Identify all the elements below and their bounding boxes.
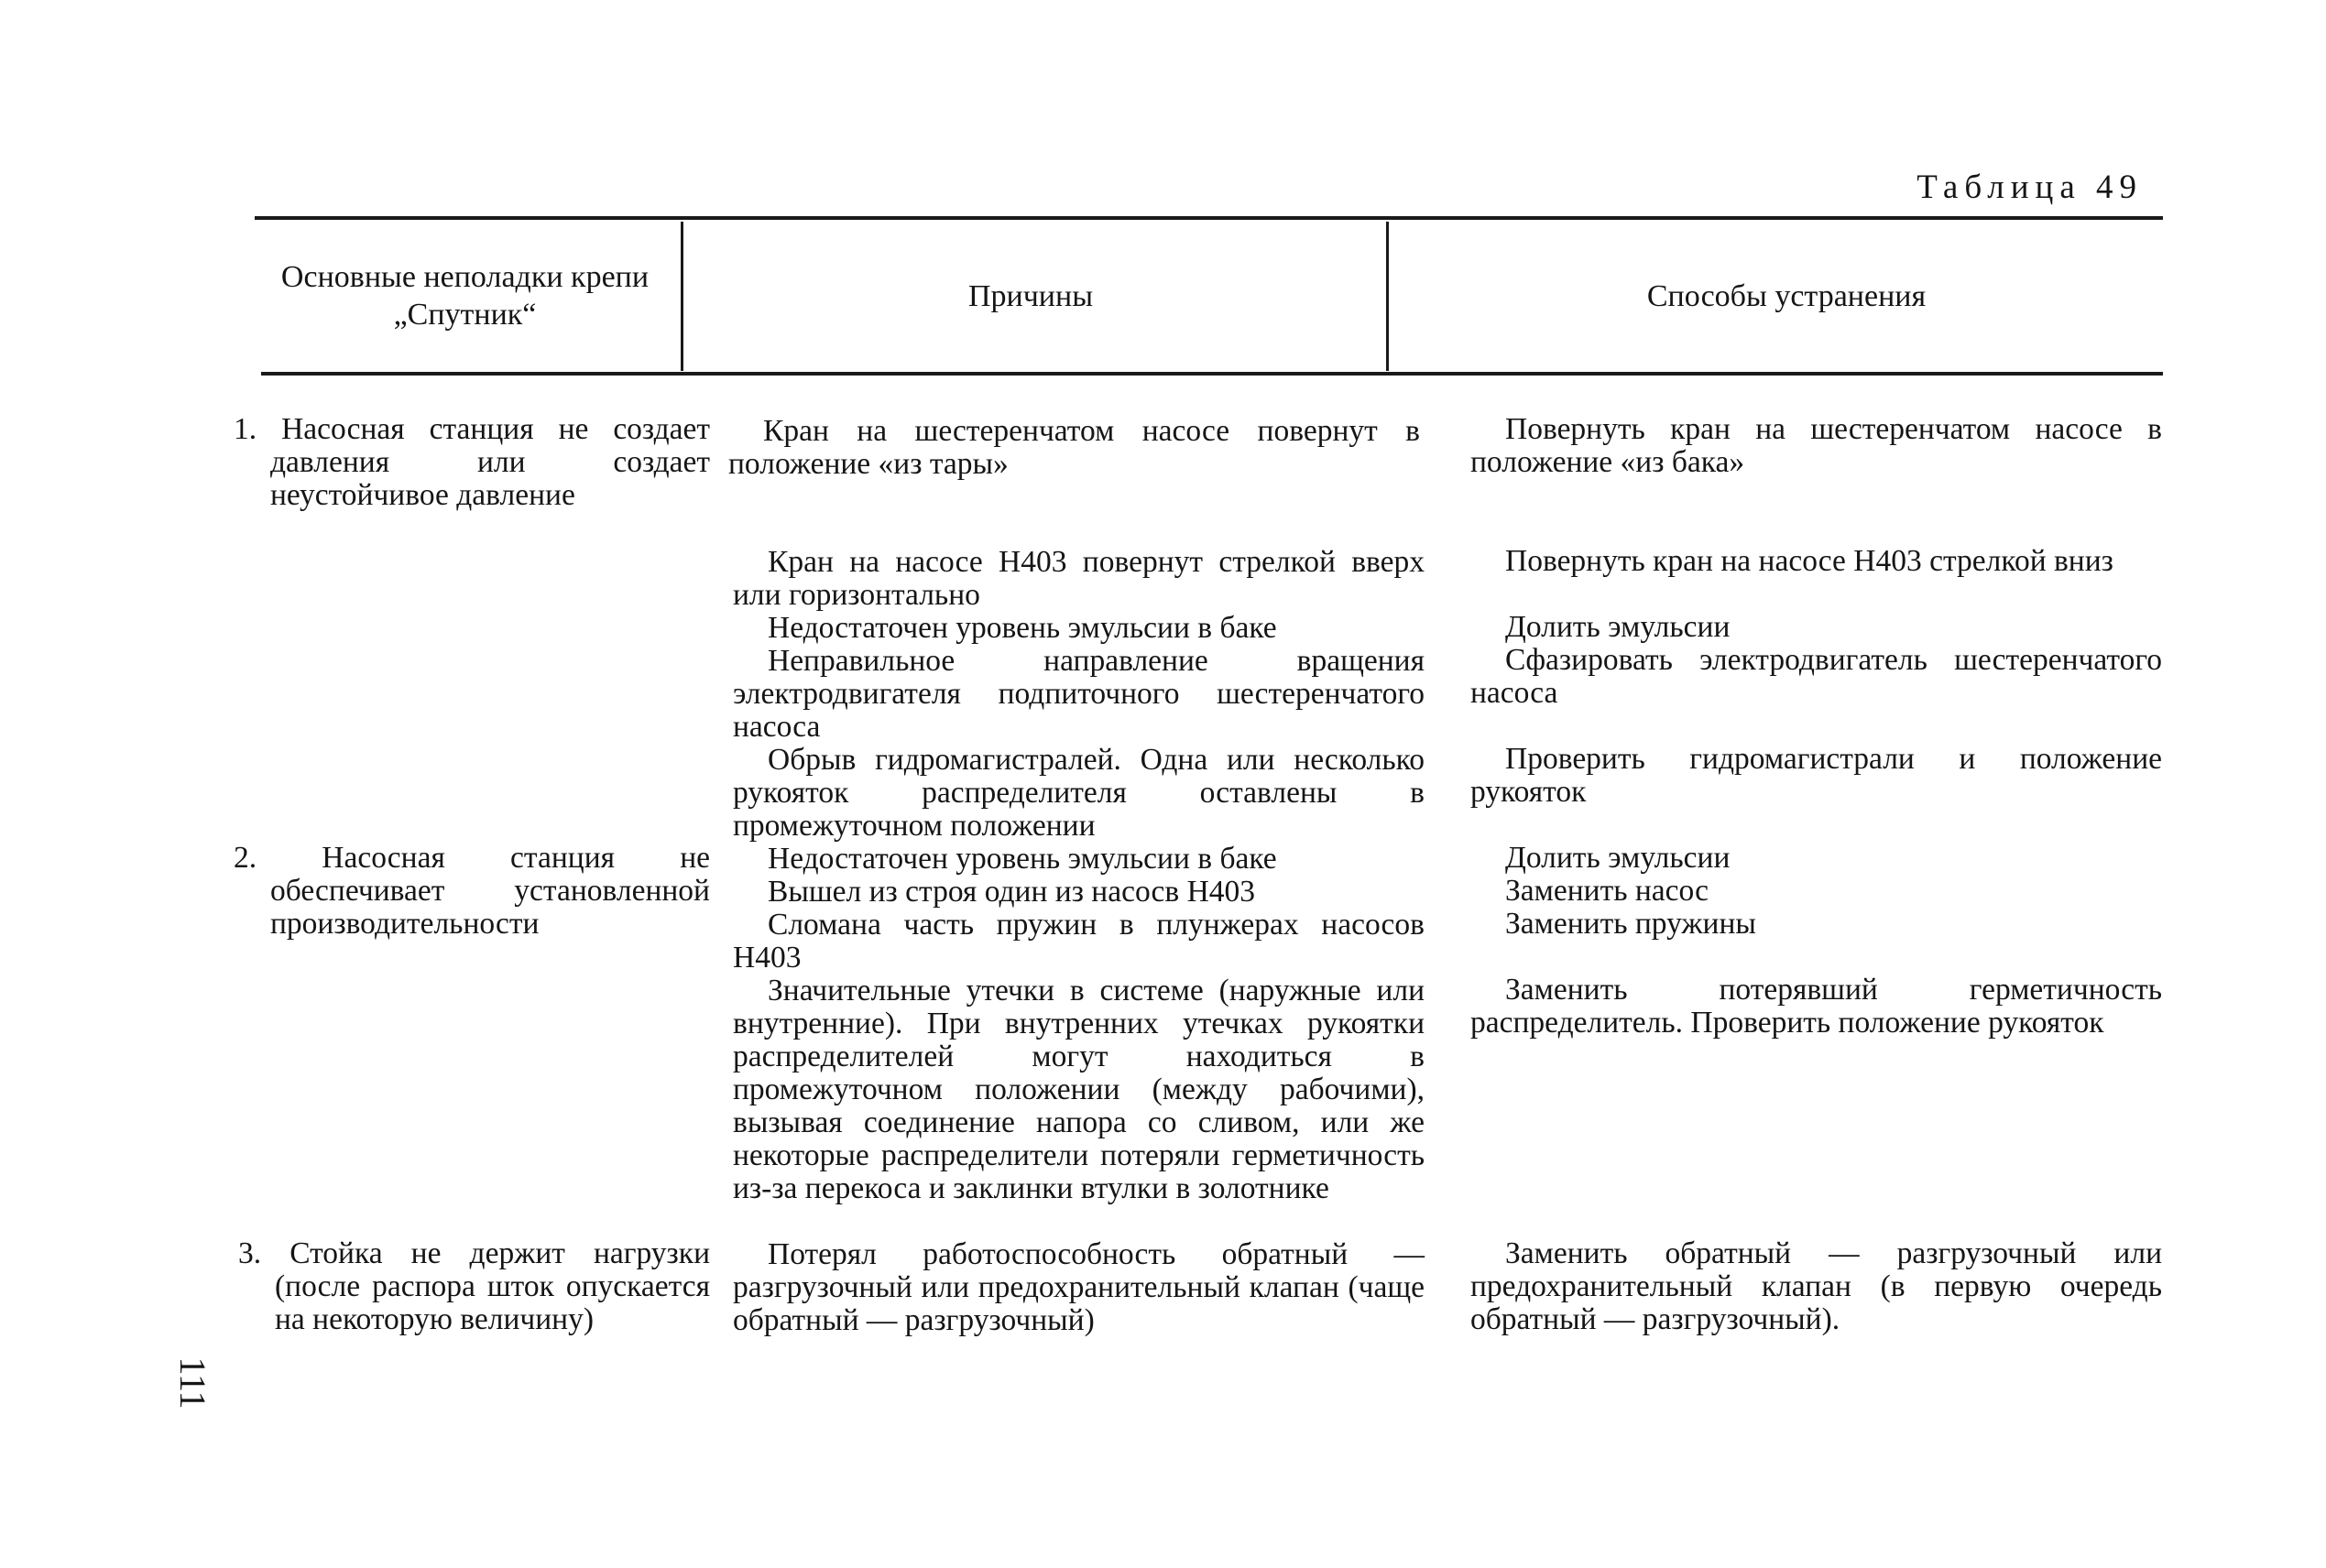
remedy-10: Заменить обратный — разгрузочный или предохранительный клапан (в первую очередь обратный — разгрузочный).: [1470, 1236, 2162, 1336]
remedy-9: Заменить потерявший герметичность распределитель. Проверить положение рукояток: [1470, 973, 2162, 1040]
top-rule: [255, 216, 2163, 220]
header-bottom-rule: [261, 372, 2163, 376]
cause-10: Потерял работоспособность обратный — разгрузочный или предохранительный клапан (чаще обратный — разгрузочный): [733, 1237, 1425, 1337]
cause-3: Недостаточен уровень эмульсии в баке: [768, 611, 1277, 645]
header-remedies: Способы устранения: [1646, 279, 1927, 313]
fault-3: 3. Стойка не держит нагрузки (после распора шток опускается на некоторую величину): [238, 1236, 710, 1336]
remedy-4: Сфазировать электродвигатель шестеренчатого насоса: [1470, 643, 2162, 710]
table-caption: Таблица 49: [1916, 169, 2143, 206]
fault-1: 1. Насосная станция не создает давления или создает неустойчивое давление: [234, 412, 710, 512]
cause-2: Кран на насосе Н403 повернут стрелкой вверх или горизонтально: [733, 545, 1425, 612]
remedy-7: Заменить насос: [1505, 874, 1709, 908]
header-faults: Основные неполадки крепи „Спутник“: [280, 260, 650, 332]
cause-8: Сломана часть пружин в плунжерах насосов Н403: [733, 908, 1425, 975]
cause-7: Вышел из строя один из насосв Н403: [768, 875, 1256, 909]
remedy-3: Долить эмульсии: [1505, 610, 1731, 644]
header-causes: Причины: [967, 279, 1094, 313]
remedy-1: Повернуть кран на шестеренчатом насосе в положение «из бака»: [1470, 412, 2162, 479]
remedy-2: Повернуть кран на насосе Н403 стрелкой вниз: [1505, 544, 2113, 578]
remedy-8: Заменить пружины: [1505, 907, 1756, 941]
header-divider-1: [681, 222, 683, 371]
cause-4: Неправильное направление вращения электродвигателя подпиточного шестеренчатого насоса: [733, 644, 1425, 744]
cause-9: Значительные утечки в системе (наружные или внутренние). При внутренних утечках рукоятки распределителей могут находиться в промежуточном положении (между рабочими), вызывая соединение напора со сливом, или же некоторые распределители потеряли герметичность из-за перекоса и заклинки втулки в золотнике: [733, 974, 1425, 1205]
fault-2: 2. Насосная станция не обеспечивает установленной производительности: [234, 841, 710, 941]
page-number: 111: [172, 1356, 213, 1410]
remedy-6: Долить эмульсии: [1505, 841, 1731, 875]
remedy-5: Проверить гидромагистрали и положение рукояток: [1470, 742, 2162, 809]
cause-6: Недостаточен уровень эмульсии в баке: [768, 842, 1277, 876]
header-divider-2: [1386, 222, 1389, 371]
cause-5: Обрыв гидромагистралей. Одна или несколько рукояток распределителя оставлены в промежуточном положении: [733, 743, 1425, 843]
cause-1: Кран на шестеренчатом насосе повернут в положение «из тары»: [728, 414, 1420, 481]
